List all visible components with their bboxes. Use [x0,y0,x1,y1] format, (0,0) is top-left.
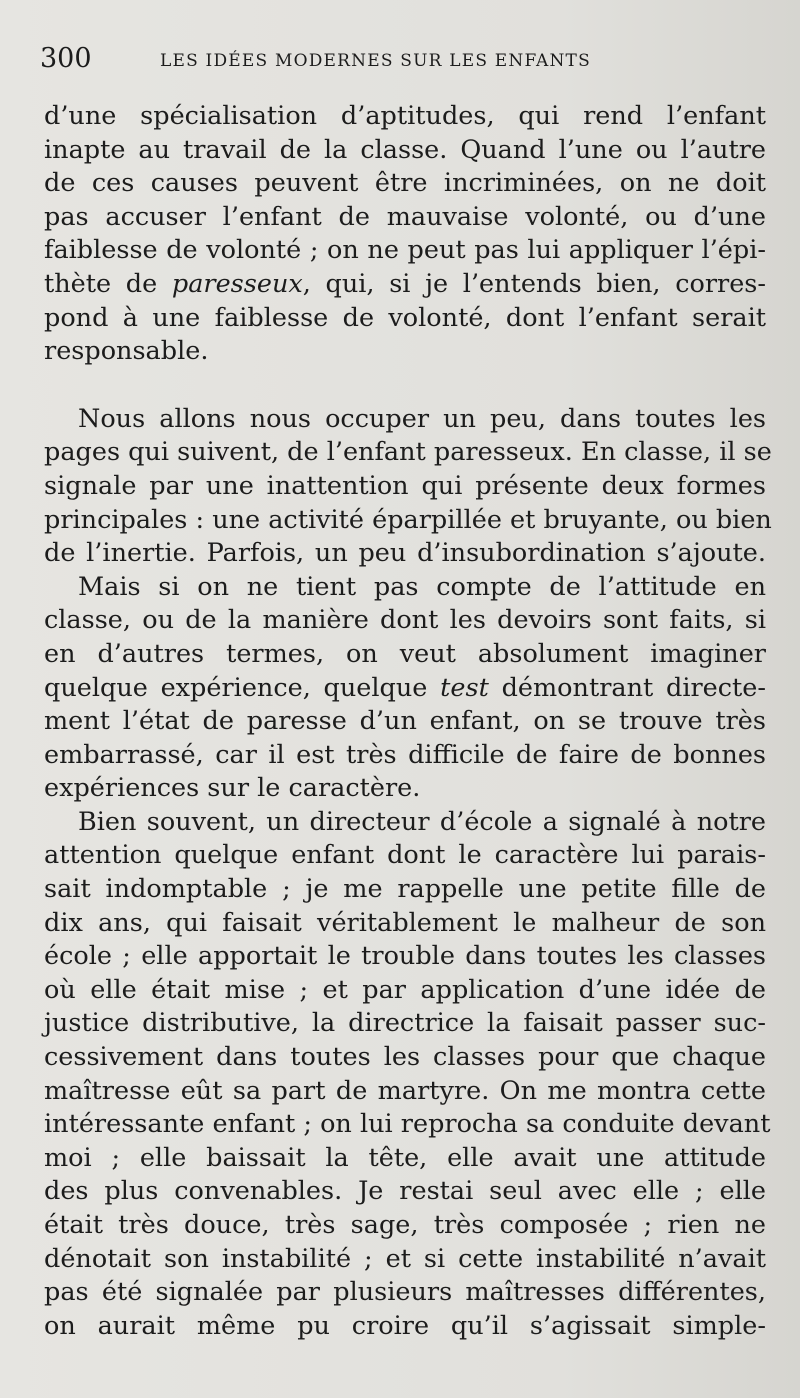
text-line: était très douce, très sage, très composée ; rien ne [44,1210,766,1240]
text-line: moi ; elle baissait la tête, elle avait une attitude [44,1142,766,1173]
text-segment: quelque expérience, quelque [44,672,441,703]
paragraph-4 [44,806,771,1344]
text-line: classe, ou de la manière dont les devoirs sont faits, si [44,605,766,636]
page-header [40,42,760,76]
text-line: expériences sur le caractère. [44,773,421,804]
text-line: Nous allons nous occuper un peu, dans toutes les [78,403,766,434]
text-line: de l’inertie. Parfois, un peu d’insubordination s’ajoute. [44,538,766,569]
paragraph-2 [44,403,772,571]
text-line: on aurait même pu croire qu’il s’agissait simple- [44,1310,766,1341]
page-body [44,100,772,1343]
text-line: Mais si on ne tient pas compte de l’attitude en [78,571,766,602]
italic-term: paresseux [171,268,303,299]
text-line: en d’autres termes, on veut absolument imaginer [44,638,766,669]
text-line: école ; elle apportait le trouble dans toutes les classes [44,941,766,972]
paragraph-3 [44,571,766,806]
text-line: inapte au travail de la classe. Quand l’une ou l’autre [44,134,766,165]
running-title: LES IDÉES MODERNES SUR LES ENFANTS [160,51,591,71]
text-line: embarrassé, car il est très difficile de faire de bonnes [44,739,766,770]
text-line: pond à une faiblesse de volonté, dont l’enfant serait [44,302,766,333]
text-line: maîtresse eût sa part de martyre. On me montra cette [44,1075,766,1106]
text-line: intéressante enfant ; on lui reprocha sa conduite devant [44,1109,771,1140]
text-line: Bien souvent, un directeur d’école a signalé à notre [78,806,766,837]
text-line: d’une spécialisation d’aptitudes, qui rend l’enfant [44,101,766,131]
text-segment: démontrant directe- [488,672,767,703]
text-line: des plus convenables. Je restai seul avec elle ; elle [44,1176,766,1207]
text-line: pas accuser l’enfant de mauvaise volonté, ou d’une [44,201,766,232]
text-line: où elle était mise ; et par application d’une idée de [44,974,766,1005]
text-segment: thète de [44,268,172,299]
text-segment: , qui, si je l’entends bien, corres- [302,268,766,299]
text-line: pas été signalée par plusieurs maîtresses différentes, [44,1277,766,1308]
text-line: justice distributive, la directrice la faisait passer suc- [44,1008,766,1039]
text-line: attention quelque enfant dont le caractère lui parais- [44,840,766,871]
text-line: pages qui suivent, de l’enfant paresseux. En classe, il se [44,437,772,468]
text-line [44,672,766,706]
text-line: principales : une activité éparpillée et bruyante, ou bien [44,504,772,535]
text-line: ment l’état de paresse d’un enfant, on se trouve très [44,706,766,737]
text-line: cessivement dans toutes les classes pour que chaque [44,1042,766,1073]
italic-term: test [440,672,489,703]
page-number: 300 [40,43,92,74]
text-line: de ces causes peuvent être incriminées, on ne doit [44,168,766,199]
paragraph-gap [44,369,766,403]
paragraph-1 [44,100,766,369]
text-line: signale par une inattention qui présente deux formes [44,470,766,501]
text-line [44,268,766,302]
text-line: dix ans, qui faisait véritablement le malheur de son [44,907,766,938]
text-line: responsable. [44,336,209,367]
text-line: faiblesse de volonté ; on ne peut pas lui appliquer l’épi- [44,235,766,266]
text-line: dénotait son instabilité ; et si cette instabilité n’avait [44,1243,766,1274]
text-line: sait indomptable ; je me rappelle une petite fille de [44,874,766,905]
